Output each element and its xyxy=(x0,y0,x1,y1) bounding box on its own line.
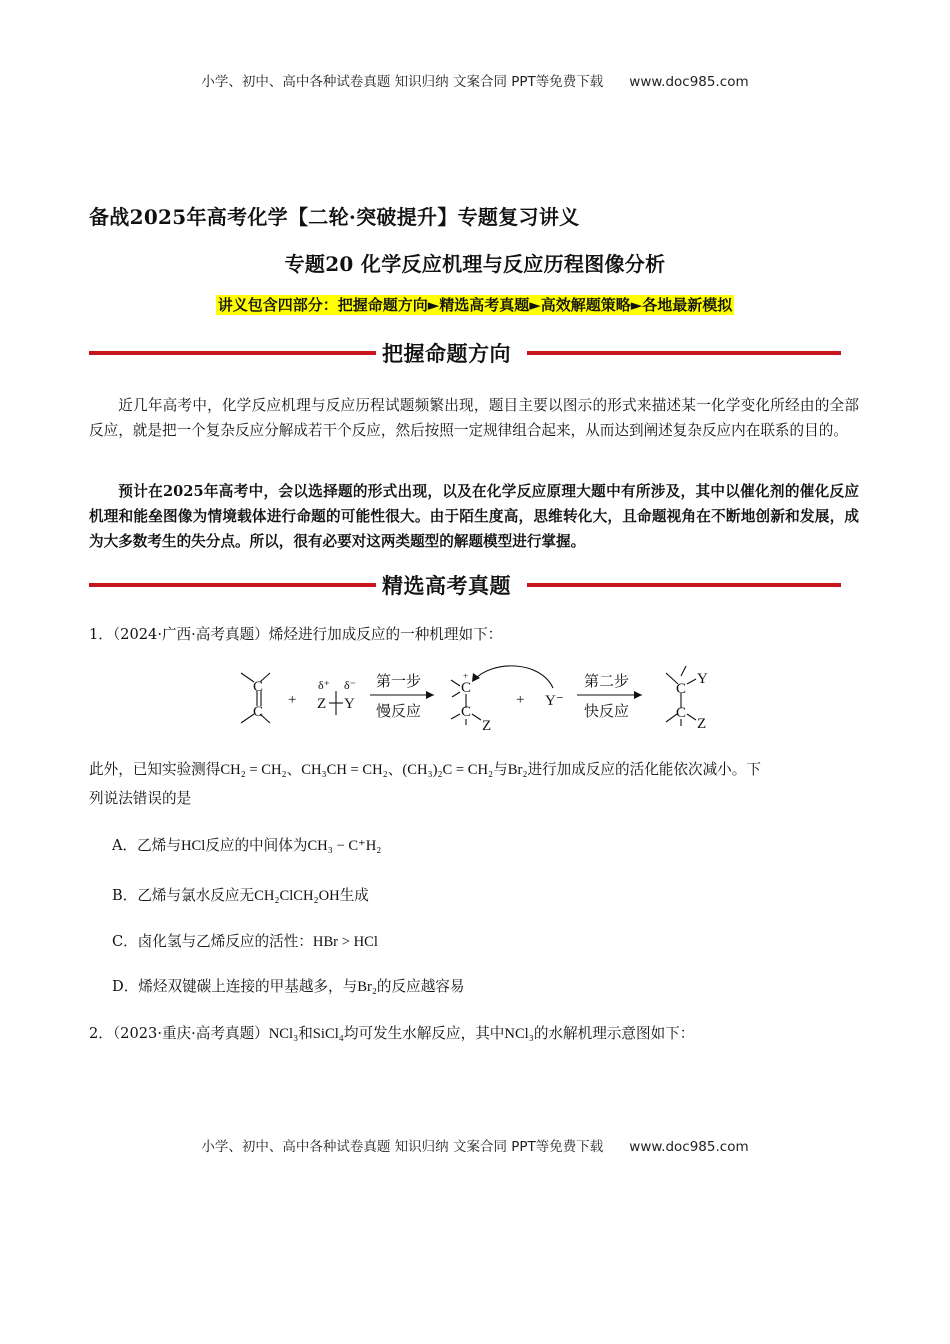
option-text: 的反应越容易 xyxy=(376,978,465,995)
topic-title: 专题20 化学反应机理与反应历程图像分析 xyxy=(284,252,666,276)
alkene-carbon-top: C xyxy=(253,679,264,695)
banner-rule-right xyxy=(527,351,841,355)
formula-isobutene: (CH₃)₂C = CH₂ xyxy=(402,762,494,778)
question-1-prompt: 列说法错误的是 xyxy=(89,790,192,807)
step1-arrowhead xyxy=(426,691,434,699)
carbocation-carbon-bottom: C xyxy=(461,704,472,720)
reagent-y: Y xyxy=(344,696,355,712)
product-carbon-bottom: C xyxy=(676,705,687,721)
option-text: 乙烯与氯水反应无 xyxy=(137,887,255,904)
curved-arrowhead xyxy=(472,673,480,682)
option-text: 卤化氢与乙烯反应的活性： xyxy=(137,933,313,950)
question-text: 和 xyxy=(298,1025,313,1042)
reagent-z: Z xyxy=(317,696,327,712)
delta-plus: δ⁺ xyxy=(318,678,330,692)
context-text: 此外，已知实验测得 xyxy=(89,761,221,778)
section-banner-direction xyxy=(89,338,841,368)
context-text: 进行加成反应的活化能依次减小。下 xyxy=(527,761,761,778)
option-label: C． xyxy=(112,933,138,950)
nucleophile-y-minus: Y⁻ xyxy=(545,693,564,709)
curved-electron-arrow xyxy=(474,666,553,688)
intro-text: 近几年高考中，化学反应机理与反应历程试题频繁出现，题目主要以图示的形式来描述某一化学变化所经由的全部反应，就是把一个复杂反应分解成若干个反应，然后按照一定规律组合起来，从而达到阐述复杂反应内在联系的目的。 xyxy=(89,397,859,439)
delta-minus: δ⁻ xyxy=(344,678,356,692)
carbocation-z: Z xyxy=(482,718,492,734)
formula-sicl4: SiCl₄ xyxy=(312,1026,344,1042)
question-text: 的水解机理示意图如下： xyxy=(533,1025,695,1042)
page-header xyxy=(0,70,950,90)
option-c[interactable] xyxy=(112,930,378,954)
alkene-carbon-bottom: C xyxy=(253,704,264,720)
product-y: Y xyxy=(697,671,708,687)
option-label: D． xyxy=(112,978,139,995)
question-source: （2023·重庆·高考真题） xyxy=(112,1025,269,1042)
option-label: A． xyxy=(112,837,138,854)
option-b[interactable] xyxy=(112,884,369,908)
question-number: 1． xyxy=(89,626,113,643)
plus-sign: + xyxy=(516,692,525,708)
forecast-paragraph xyxy=(89,479,859,554)
document-title: 备战2025年高考化学【二轮·突破提升】专题复习讲义 xyxy=(89,205,580,229)
context-text: 与 xyxy=(493,761,508,778)
banner-rule-right xyxy=(527,583,841,587)
outline-highlight: 讲义包含四部分：把握命题方向►精选高考真题►高效解题策略►各地最新模拟 xyxy=(217,296,733,314)
question-text: 均可发生水解反应，其中 xyxy=(343,1025,505,1042)
formula-comparison: HBr > HCl xyxy=(312,934,378,950)
question-text: 烯烃进行加成反应的一种机理如下： xyxy=(268,626,503,643)
footer-text: 小学、初中、高中各种试卷真题 知识归纳 文案合同 PPT等免费下载 xyxy=(201,1139,604,1155)
header-site[interactable]: www.doc985.com xyxy=(629,74,749,90)
section-heading: 把握命题方向 xyxy=(382,342,511,366)
separator: 、 xyxy=(286,761,302,778)
option-text: 烯烃双键碳上连接的甲基越多，与 xyxy=(138,978,358,995)
step2-arrowhead xyxy=(634,691,642,699)
page-footer xyxy=(0,1135,950,1155)
formula-ncl3: NCl₃ xyxy=(268,1026,299,1042)
step1-top-label: 第一步 xyxy=(376,674,422,690)
formula-ethene: CH₂ = CH₂ xyxy=(220,762,287,778)
step2-top-label: 第二步 xyxy=(584,674,630,690)
step2-bottom-label: 快反应 xyxy=(584,704,630,720)
option-label: B． xyxy=(112,887,138,904)
addition-mechanism-scheme xyxy=(230,658,730,734)
formula-ncl3: NCl₃ xyxy=(504,1026,534,1042)
step1-bottom-label: 慢反应 xyxy=(376,704,422,720)
section-banner-exams xyxy=(89,570,841,600)
question-1-stem xyxy=(89,623,502,647)
question-2-stem xyxy=(89,1022,694,1046)
formula-bromine: Br₂ xyxy=(507,762,528,778)
formula-carbocation: CH₃ − C⁺H₂ xyxy=(307,838,382,854)
carbocation-charge: + xyxy=(463,671,469,681)
option-text: 生成 xyxy=(339,887,369,904)
option-text: 乙烯与 xyxy=(137,837,181,854)
option-text: 反应的中间体为 xyxy=(205,837,308,854)
formula-bromine: Br₂ xyxy=(357,979,377,995)
carbocation-carbon-top: C xyxy=(461,680,472,696)
banner-rule-left xyxy=(89,583,376,587)
banner-rule-left xyxy=(89,351,376,355)
plus-sign: + xyxy=(288,692,297,708)
product-carbon-top: C xyxy=(676,681,687,697)
question-1-context xyxy=(89,758,761,782)
formula-chlorohydrin: CH₂ClCH₂OH xyxy=(254,888,340,904)
intro-paragraph xyxy=(89,393,859,443)
header-text: 小学、初中、高中各种试卷真题 知识归纳 文案合同 PPT等免费下载 xyxy=(201,74,604,90)
section-heading: 精选高考真题 xyxy=(382,574,511,598)
separator: 、 xyxy=(387,761,403,778)
forecast-text: 预计在2025年高考中，会以选择题的形式出现，以及在化学反应原理大题中有所涉及，其中以催化剂的催化反应机理和能垒图像为情境载体进行命题的可能性很大。由于陌生度高，思维转化大，且命题视角在不断地创新和发展，成为大多数考生的失分点。所以，很有必要对这两类题型的解题模型进行掌握。 xyxy=(89,483,859,550)
formula-hcl: HCl xyxy=(180,838,206,854)
question-number: 2． xyxy=(89,1025,113,1042)
question-source: （2024·广西·高考真题） xyxy=(112,626,269,643)
option-a[interactable] xyxy=(112,834,381,858)
outline-row xyxy=(0,294,950,315)
option-d[interactable] xyxy=(112,975,464,999)
footer-site[interactable]: www.doc985.com xyxy=(629,1139,749,1155)
formula-propene: CH₃CH = CH₂ xyxy=(301,762,388,778)
product-z: Z xyxy=(697,716,707,732)
